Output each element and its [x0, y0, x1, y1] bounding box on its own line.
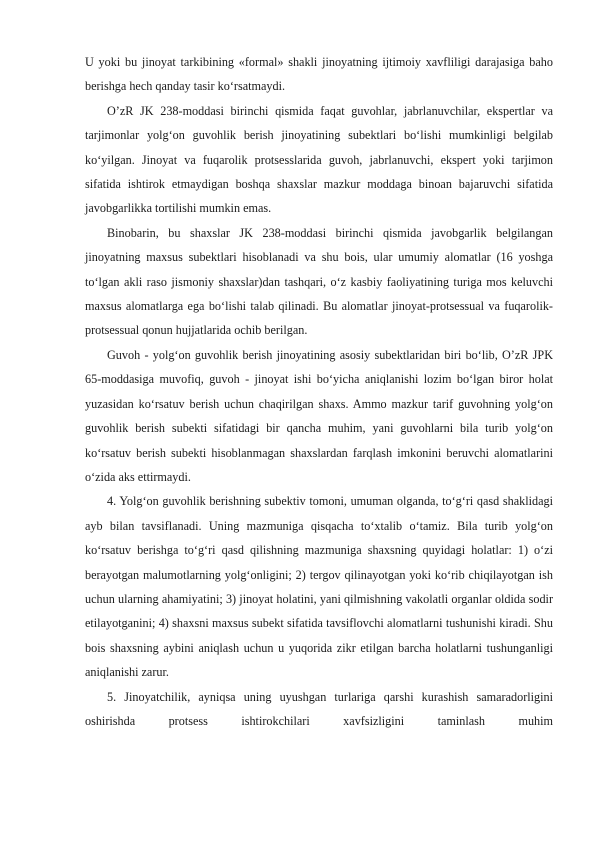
- paragraph-6: 5. Jinoyatchilik, ayniqsa uning uyushgan turlariga qarshi kurashish samaradorligini oshirishda protsess ishtirokchilari xavfsizligini taminlash muhim: [85, 689, 553, 728]
- document-page: [85, 50, 553, 733]
- paragraph-2: O’zR JK 238-moddasi birinchi qismida faqat guvohlar, jabrlanuvchilar, ekspertlar va tarjimonlar yolg‘on guvohlik berish jinoyatining subektlari bo‘lishi mumkinligi belgilab ko‘yilgan. Jinoyat va fuqarolik protsesslarida guvoh, jabrlanuvchi, ekspert yoki tarjimon sifatida ishtirok etmaydigan boshqa shaxslar mazkur moddaga binoan bajaruvchi sifatida javobgarlikka tortilishi mumkin emas.: [85, 103, 553, 216]
- paragraph-5: 4. Yolg‘on guvohlik berishning subektiv tomoni, umuman olganda, to‘g‘ri qasd shaklidagi ayb bilan tavsiflanadi. Uning mazmuniga qisqacha to‘xtalib o‘tamiz. Bila turib yolg‘on ko‘rsatuv berishga to‘g‘ri qasd qilishning mazmuniga shaxsning quyidagi holatlar: 1) o‘zi berayotgan malumotlarning yolg‘onligini; 2) tergov qilinayotgan yoki ko‘rib chiqilayotgan ish uchun ularning ahamiyatini; 3) jinoyat holatini, yani qilmishning vakolatli organlar oldida sodir etilayotganini; 4) shaxsni maxsus subekt sifatida tavsiflovchi alomatlarni tushunishi kiradi. Shu bois shaxsning aybini aniqlash uchun u yuqorida zikr etilgan barcha holatlarni tushunganligi aniqlanishi zarur.: [85, 494, 553, 680]
- paragraph-1: U yoki bu jinoyat tarkibining «formal» shakli jinoyatning ijtimoiy xavfliligi darajasiga baho berishga hech qanday tasir ko‘rsatmaydi.: [85, 55, 553, 94]
- paragraph-3: Binobarin, bu shaxslar JK 238-moddasi birinchi qismida javobgarlik belgilangan jinoyatning maxsus subektlari hisoblanadi va shu bois, ular umumiy alomatlar (16 yoshga to‘lgan akli raso jismoniy shaxslar)dan tashqari, o‘z kasbiy faoliyatining turiga mos keluvchi maxsus alomatlarga ega bo‘lishi talab qilinadi. Bu alomatlar jinoyat-protsessual va fuqarolik-protsessual qonun hujjatlarida ochib berilgan.: [85, 225, 553, 338]
- paragraph-4: Guvoh - yolg‘on guvohlik berish jinoyatining asosiy subektlaridan biri bo‘lib, O’zR JPK 65-moddasiga muvofiq, guvoh - jinoyat ishi bo‘yicha aniqlanishi lozim bo‘lgan biror holat yuzasidan ko‘rsatuv berish uchun chaqirilgan shaxs. Ammo mazkur tarif guvohning yolg‘on guvohlik berish subekti sifatidagi bir qancha muhim, yani guvohlarni bila turib yolg‘on ko‘rsatuv berish subekti hisoblanmagan shaxslardan farqlash imkonini beruvchi alomatlarini o‘zida aks ettirmaydi.: [85, 347, 553, 484]
